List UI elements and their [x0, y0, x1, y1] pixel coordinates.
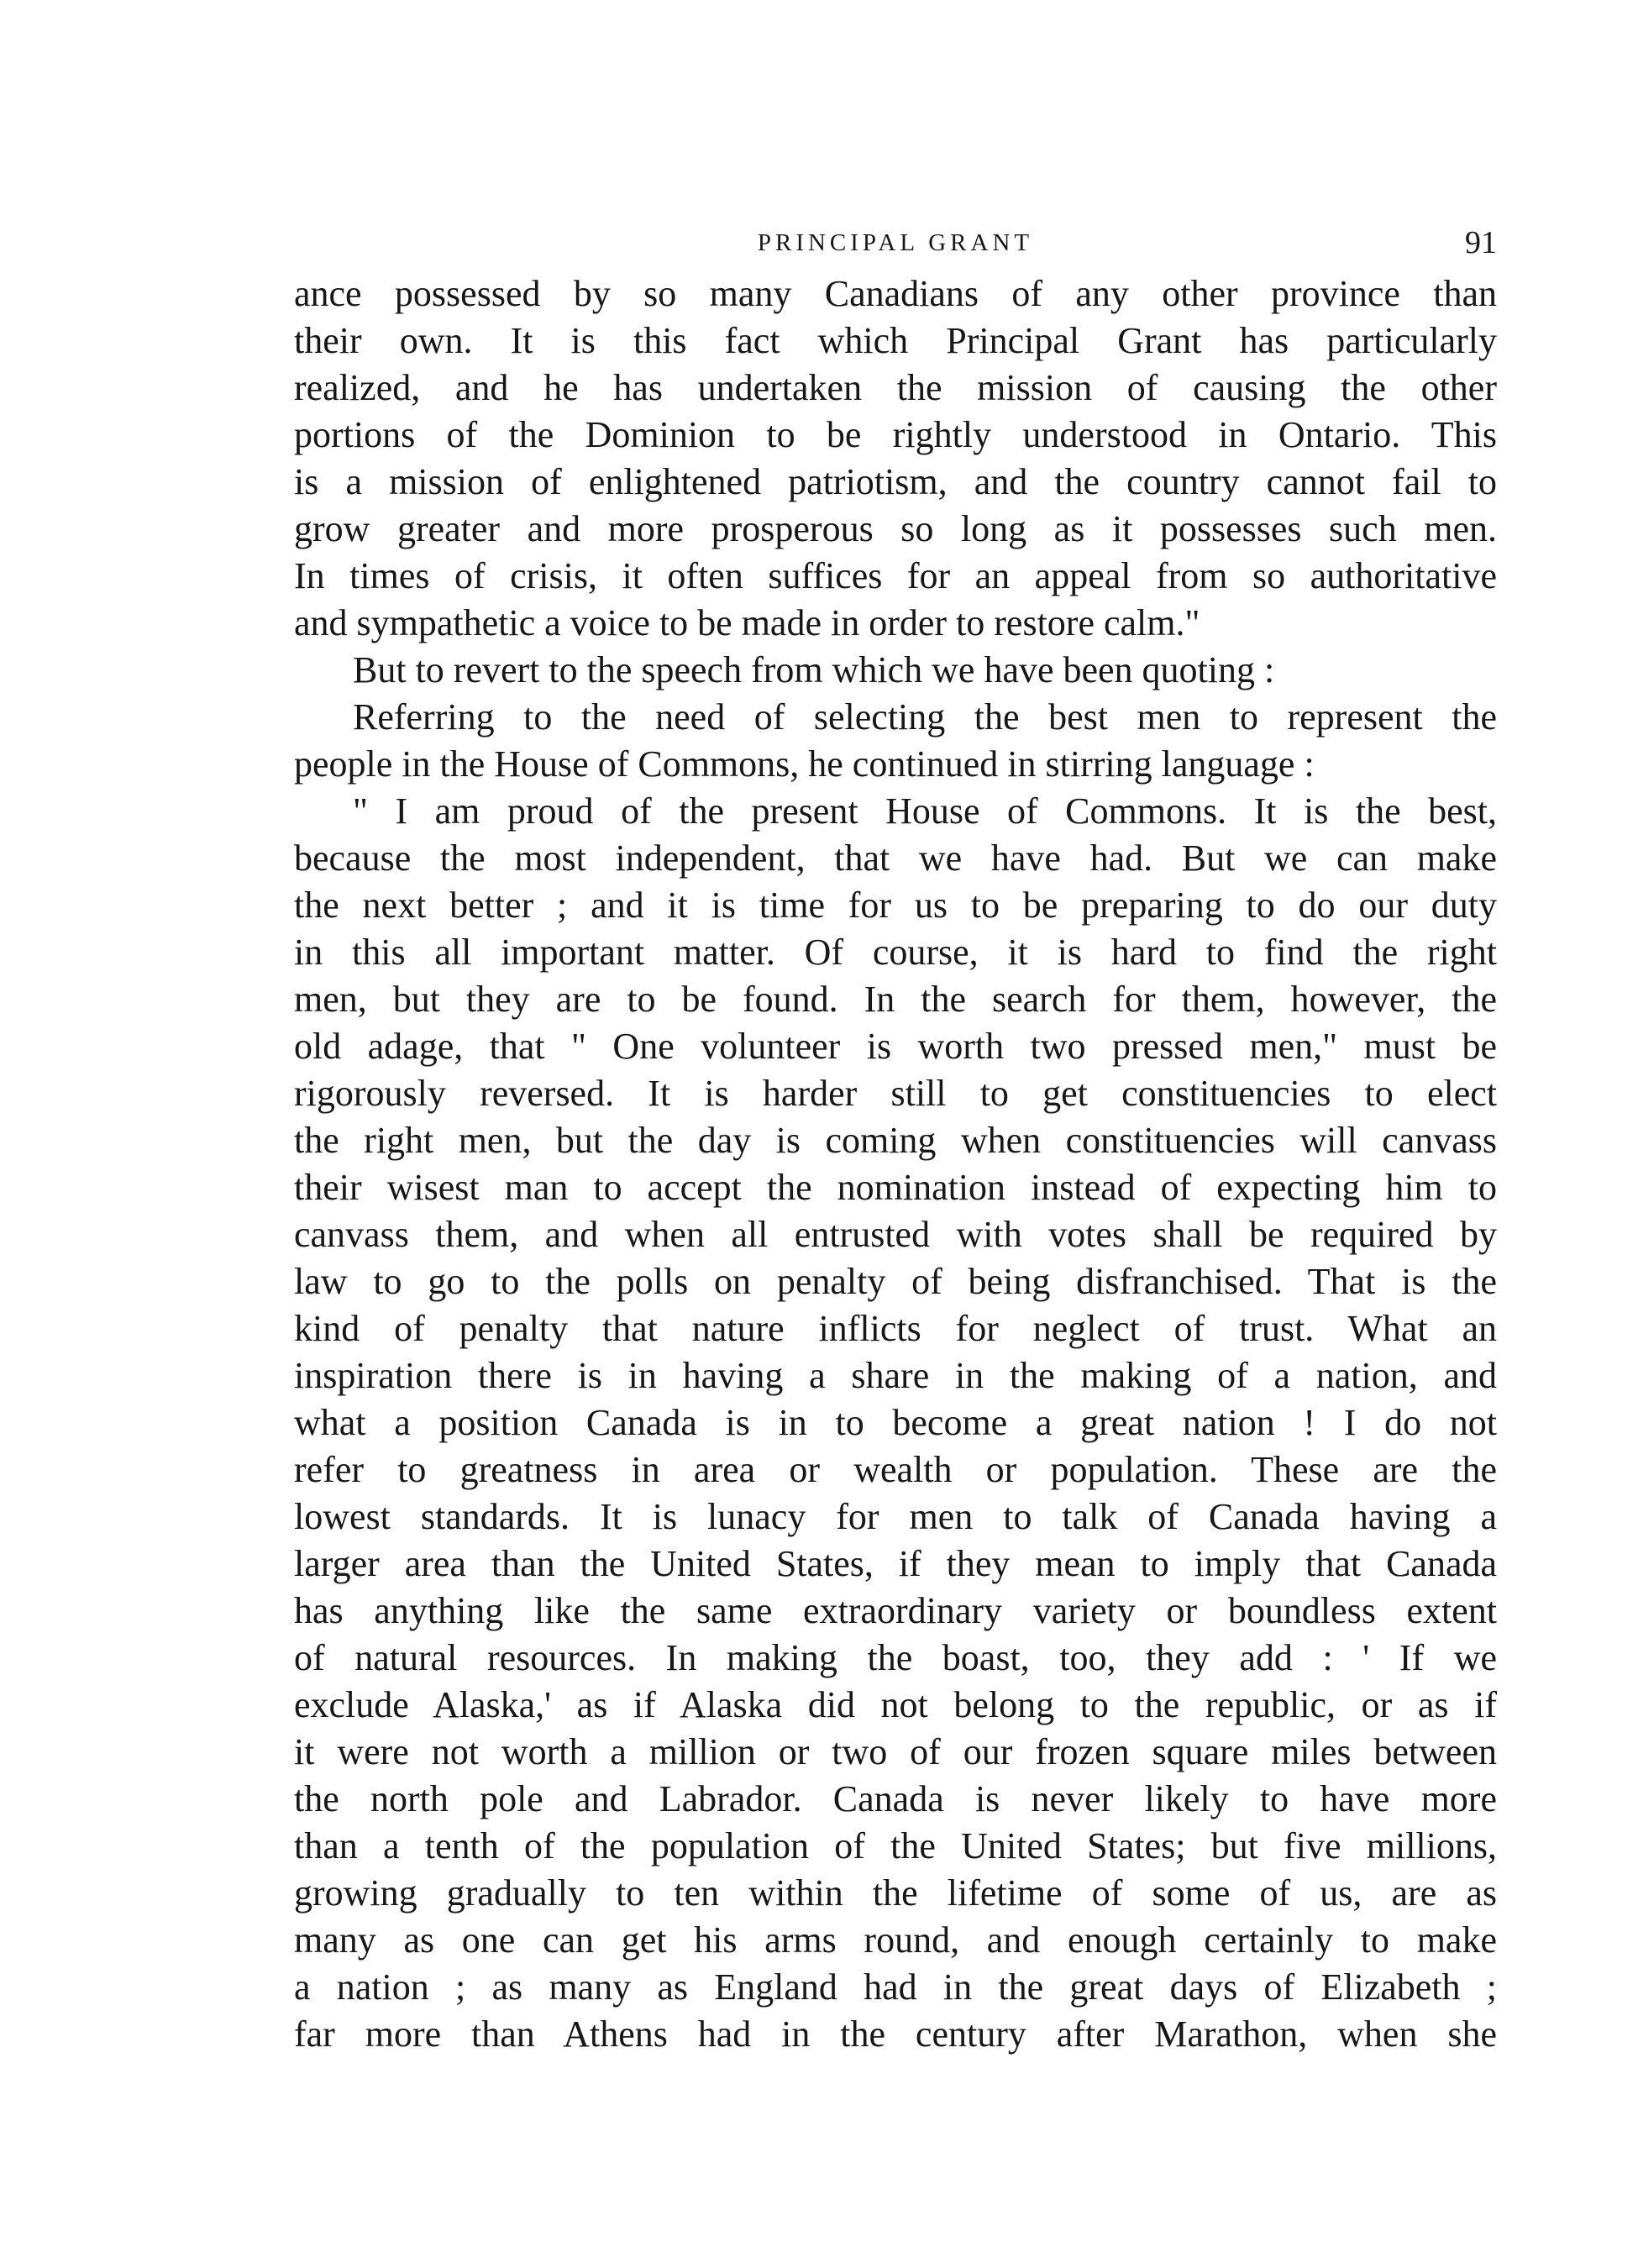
quote-line: their wisest man to accept the nomination instead of expecting him to: [294, 1167, 1497, 1208]
quote-line: has anything like the same extraordinary variety or boundless extent: [294, 1590, 1497, 1631]
quote-line: the right men, but the day is coming when constituencies will canvass: [294, 1120, 1497, 1161]
quote-line: than a tenth of the population of the United States; but five millions,: [294, 1825, 1497, 1866]
running-header: [294, 222, 1497, 264]
quote-line: a nation ; as many as England had in the great days of Elizabeth ;: [294, 1966, 1497, 2008]
quote-line: canvass them, and when all entrusted with votes shall be required by: [294, 1214, 1497, 1255]
quote-line: rigorously reversed. It is harder still to get constituencies to elect: [294, 1073, 1497, 1114]
quote-line: what a position Canada is in to become a great nation ! I do not: [294, 1402, 1497, 1443]
quote-line: larger area than the United States, if they mean to imply that Canada: [294, 1543, 1497, 1584]
body-text: [294, 270, 1497, 2118]
quote-line: inspiration there is in having a share in the making of a nation, and: [294, 1355, 1497, 1396]
quote-line: because the most independent, that we have had. But we can make: [294, 837, 1497, 879]
quote-line: exclude Alaska,' as if Alaska did not belong to the republic, or as if: [294, 1684, 1497, 1725]
quote-line: far more than Athens had in the century after Marathon, when she: [294, 2013, 1497, 2055]
quote-line: refer to greatness in area or wealth or population. These are the: [294, 1449, 1497, 1490]
quote-line: law to go to the polls on penalty of being disfranchised. That is the: [294, 1261, 1497, 1302]
text-line: is a mission of enlightened patriotism, and the country cannot fail to: [294, 461, 1497, 502]
quote-line: old adage, that " One volunteer is worth two pressed men," must be: [294, 1026, 1497, 1067]
text-line: realized, and he has undertaken the mission of causing the other: [294, 367, 1497, 408]
text-line: In times of crisis, it often suffices for an appeal from so authoritative: [294, 555, 1497, 596]
running-title: PRINCIPAL GRANT: [757, 229, 1034, 256]
quote-line: lowest standards. It is lunacy for men to talk of Canada having a: [294, 1496, 1497, 1537]
quote-line: " I am proud of the present House of Commons. It is the best,: [353, 790, 1497, 832]
text-line: ance possessed by so many Canadians of any other province than: [294, 273, 1497, 314]
quote-line: the north pole and Labrador. Canada is never likely to have more: [294, 1778, 1497, 1819]
quote-line: growing gradually to ten within the lifetime of some of us, are as: [294, 1872, 1497, 1914]
quote-line: of natural resources. In making the boast, too, they add : ' If we: [294, 1637, 1497, 1678]
quote-line: in this all important matter. Of course, it is hard to find the right: [294, 932, 1497, 973]
quote-line: kind of penalty that nature inflicts for neglect of trust. What an: [294, 1308, 1497, 1349]
quote-line: the next better ; and it is time for us to be preparing to do our duty: [294, 885, 1497, 926]
page-number: 91: [1465, 225, 1497, 260]
text-line: their own. It is this fact which Principal Grant has particularly: [294, 320, 1497, 361]
text-line: and sympathetic a voice to be made in order to restore calm.": [294, 602, 1200, 643]
quote-line: many as one can get his arms round, and enough certainly to make: [294, 1919, 1497, 1961]
quote-line: it were not worth a million or two of our frozen square miles between: [294, 1731, 1497, 1772]
paragraph-line: But to revert to the speech from which we have been quoting :: [353, 649, 1275, 690]
paragraph-line: Referring to the need of selecting the best men to represent the: [353, 696, 1497, 738]
quote-line: men, but they are to be found. In the search for them, however, the: [294, 979, 1497, 1020]
text-line: grow greater and more prosperous so long as it possesses such men.: [294, 508, 1497, 549]
text-line: people in the House of Commons, he continued in stirring language :: [294, 743, 1315, 785]
text-line: portions of the Dominion to be rightly understood in Ontario. This: [294, 414, 1497, 455]
